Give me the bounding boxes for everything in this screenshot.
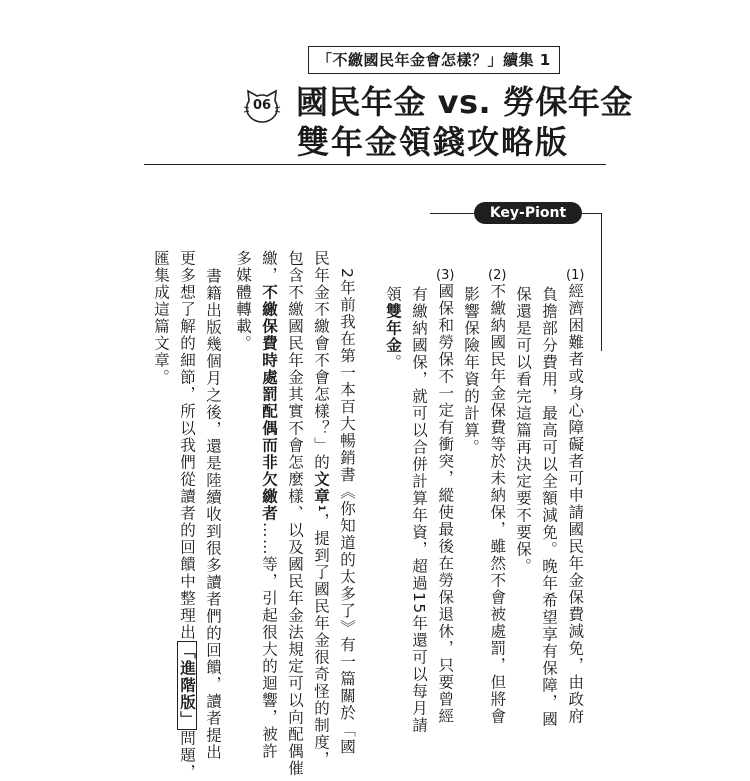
key-point-rule-right (582, 213, 602, 214)
key-point-rule-left (430, 213, 474, 214)
key-point-3-line-1: (3)國保和勞保不一定有衝突，縱使最後在勞保退休，只要曾經 (436, 268, 455, 725)
key-point-rule-down (601, 213, 602, 351)
advanced-edition-emphasis: 「進階版」 (178, 643, 196, 728)
body-p1-line-4: 繳，不繳保費時處罰配偶而非欠繳者……等，引起很大的迴響，被許 (260, 250, 278, 760)
series-label: 「不繳國民年金會怎樣？」續集 1 (308, 46, 560, 74)
page-title-line1: 國民年金 vs. 勞保年金 (296, 83, 633, 121)
double-pension-emphasis: 雙年金 (384, 303, 402, 354)
key-point-1-marker: (1) (566, 268, 585, 283)
key-point-2-line-1: (2)不繳納國民年金保費等於未納保，雖然不會被處罰，但將會 (488, 268, 507, 725)
body-p2-line-3: 匯集成這篇文章。 (152, 250, 170, 386)
key-point-label: Key-Piont (474, 202, 582, 224)
key-point-1-line-1: (1)經濟困難者或身心障礙者可申請國民年金保費減免，由政府 (566, 268, 585, 725)
key-point-3-line-2: 有繳納國保，就可以合併計算年資，超過15年還可以每月請 (410, 286, 428, 734)
key-point-1-line-2: 負擔部分費用，最高可以全額減免。晚年希望享有保障，國 (540, 286, 558, 728)
body-p2-line-1: 書籍出版幾個月之後，還是陸續收到很多讀者們的回饋，讀者提出 (204, 268, 222, 761)
key-point-2-line-2: 影響保險年資的計算。 (462, 286, 480, 456)
key-point-3-marker: (3) (436, 268, 455, 283)
body-p1-line-5: 多媒體轉載。 (234, 250, 252, 352)
body-p1-line-3: 包含不繳國民年金其實不會怎麼樣、以及國民年金法規定可以向配偶催 (286, 250, 304, 777)
key-point-2-marker: (2) (488, 268, 507, 283)
footnote-ref: 1 (316, 505, 326, 513)
key-point-3-line-3: 領雙年金。 (384, 286, 402, 371)
chapter-number: 06 (252, 98, 272, 113)
article-term: 文章 (312, 471, 330, 505)
chapter-badge (243, 87, 281, 125)
body-p2-line-2: 更多想了解的細節，所以我們從讀者的回饋中整理出「進階版」問題， (178, 250, 196, 781)
body-p1-line-1: 2年前我在第一本百大暢銷書《你知道的太多了》有一篇關於「國 (338, 268, 356, 756)
penalty-emphasis: 不繳保費時處罰配偶而非欠繳者 (260, 284, 278, 522)
key-point-1-line-3: 保還是可以看完這篇再決定要不要保。 (514, 286, 532, 575)
body-p1-line-2: 民年金不繳會不會怎樣？」的文章1，提到了國民年金很奇怪的制度， (312, 250, 330, 768)
title-divider (144, 164, 606, 165)
page-title-line2: 雙年金領錢攻略版 (297, 123, 570, 161)
